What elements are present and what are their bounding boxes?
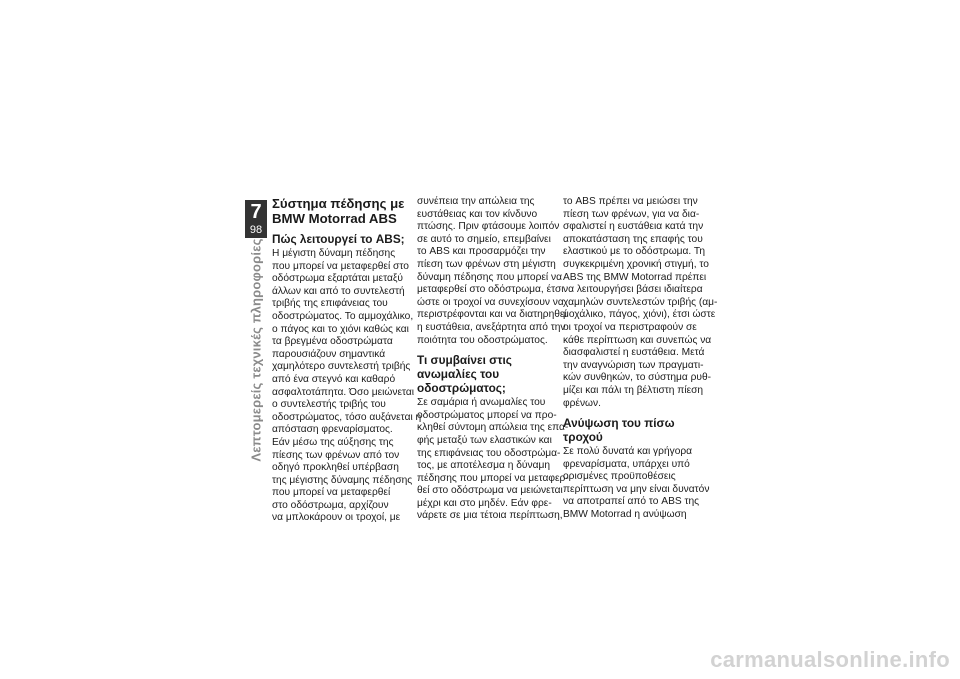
- text-line: φρένων.: [563, 397, 601, 409]
- text-line: ώστε οι τροχοί να συνεχίσουν να: [417, 296, 564, 308]
- page-number: 98: [249, 224, 263, 236]
- text-line: αποκατάσταση της επαφής του: [563, 233, 703, 245]
- text-line: πίεσης των φρένων από τον: [272, 449, 400, 461]
- text-line: μεταφερθεί στο οδόστρωμα, έτσι: [417, 284, 564, 296]
- text-line: Τι συμβαίνει στις: [417, 353, 512, 368]
- title-line: BMW Motorrad ABS: [272, 211, 397, 226]
- text-line: Ανύψωση του πίσω: [563, 416, 675, 431]
- text-line: ποιότητα του οδοστρώματος.: [417, 334, 548, 346]
- text-line: να αποτραπεί από το ABS της: [563, 496, 700, 508]
- text-line: οδηγό προκληθεί υπέρβαση: [272, 462, 399, 474]
- text-line: μοχάλικο, πάγος, χιόνι), έτσι ώστε: [563, 309, 716, 321]
- text-line: ασφαλτοτάπητα. Όσο μειώνεται: [272, 386, 415, 398]
- text-line: χαμηλών συντελεστών τριβής (αμ-: [563, 296, 718, 308]
- text-line: πτώσης. Πριν φτάσουμε λοιπόν: [417, 221, 560, 233]
- text-line: νάρετε σε μια τέτοια περίπτωση,: [417, 510, 563, 522]
- chapter-number: 7: [250, 201, 262, 223]
- text-line: που μπορεί να μεταφερθεί στο: [272, 260, 409, 272]
- text-line: στο οδόστρωμα, αρχίζουν: [272, 499, 389, 511]
- text-line: να μπλοκάρουν οι τροχοί, με: [272, 512, 401, 524]
- text-column-1: [272, 196, 422, 525]
- text-line: περιστρέφονται και να διατηρηθεί: [417, 309, 567, 321]
- text-line: Εάν μέσω της αύξησης της: [272, 436, 394, 448]
- text-line: ο πάγος και το χιόνι καθώς και: [272, 323, 409, 335]
- title-line: Σύστημα πέδησης με: [272, 196, 405, 211]
- text-line: συνέπεια την απώλεια της: [417, 196, 535, 207]
- text-line: παρουσιάζουν σημαντικά: [272, 348, 386, 360]
- text-line: τροχού: [563, 430, 603, 445]
- text-line: μίζει και πάλι τη βέλτιστη πίεση: [563, 384, 704, 396]
- text-line: σε αυτό το σημείο, επεμβαίνει: [417, 233, 551, 245]
- text-line: οι τροχοί να περιστραφούν σε: [563, 321, 697, 333]
- text-line: ο συντελεστής τριβής του: [272, 399, 386, 411]
- text-line: οδοστρώματος;: [417, 381, 506, 396]
- text-line: της επιφάνειας του οδοστρώμα-: [417, 447, 561, 459]
- text-line: το ABS και προσαρμόζει την: [417, 246, 546, 258]
- text-line: θεί στο οδόστρωμα να μειώνεται: [417, 485, 563, 497]
- text-line: Η μέγιστη δύναμη πέδησης: [272, 248, 396, 259]
- body-text: [563, 446, 709, 522]
- text-column-3: [563, 196, 718, 522]
- text-line: πέδησης που μπορεί να μεταφερ-: [417, 472, 569, 484]
- text-line: την αναγνώριση των πραγματι-: [563, 359, 704, 371]
- chapter-tab: [245, 200, 267, 238]
- text-line: τα βρεγμένα οδοστρώματα: [272, 336, 393, 348]
- text-line: να λειτουργήσει βάσει ιδιαίτερα: [563, 284, 703, 296]
- text-line: της μέγιστης δύναμης πέδησης: [272, 474, 413, 486]
- text-line: ορισμένες προϋποθέσεις: [563, 471, 676, 483]
- text-line: ανωμαλίες του: [417, 367, 500, 382]
- text-line: τος, με αποτέλεσμα η δύναμη: [417, 460, 550, 472]
- text-line: περίπτωση να μην είναι δυνατόν: [563, 483, 710, 495]
- text-line: πίεση των φρένων, για να δια-: [563, 208, 700, 220]
- body-text: [272, 248, 422, 525]
- text-line: κάθε περίπτωση και συνεπώς να: [563, 334, 712, 346]
- body-text: [563, 196, 718, 410]
- text-line: απόσταση φρεναρίσματος.: [272, 424, 393, 436]
- subheading-how-abs-works: Πώς λειτουργεί το ABS;: [272, 232, 405, 246]
- text-line: μέχρι και στο μηδέν. Εάν φρε-: [417, 497, 552, 509]
- text-line: το ABS πρέπει να μειώσει την: [563, 196, 698, 207]
- text-line: οδοστρώματος. Το αμμοχάλικο,: [272, 310, 414, 322]
- text-line: που μπορεί να μεταφερθεί: [272, 487, 391, 499]
- text-line: φρεναρίσματα, υπάρχει υπό: [563, 458, 690, 470]
- text-line: οδόστρωμα εξαρτάται μεταξύ: [272, 273, 403, 285]
- text-line: πίεση των φρένων στη μέγιστη: [417, 258, 556, 270]
- text-line: οδοστρώματος μπορεί να προ-: [417, 409, 557, 421]
- body-text: [417, 196, 567, 347]
- text-line: διασφαλιστεί η ευστάθεια. Μετά: [563, 347, 705, 359]
- watermark: carmanualsonline.info: [710, 647, 950, 672]
- text-line: Σε πολύ δυνατά και γρήγορα: [563, 446, 693, 458]
- text-line: η ευστάθεια, ανεξάρτητα από την: [417, 321, 566, 333]
- text-line: από ένα στεγνό και καθαρό: [272, 373, 396, 385]
- subheading-road-unevenness: [417, 353, 563, 395]
- text-line: BMW Motorrad η ανύψωση: [563, 509, 687, 521]
- chapter-side-label: Λεπτομερείς τεχνικές πληροφορίες: [248, 238, 264, 462]
- text-line: σφαλιστεί η ευστάθεια κατά την: [563, 221, 704, 233]
- text-line: φής μεταξύ των ελαστικών και: [417, 434, 552, 446]
- body-text: [417, 397, 569, 523]
- text-line: δύναμη πέδησης που μπορεί να: [417, 271, 562, 283]
- subheading-rear-wheel-lift: [563, 416, 709, 444]
- text-line: συγκεκριμένη χρονική στιγμή, το: [563, 258, 709, 270]
- text-line: κών συνθηκών, το σύστημα ρυθ-: [563, 372, 712, 384]
- text-line: κληθεί σύντομη απώλεια της επα-: [417, 422, 569, 434]
- text-line: άλλων και από το συντελεστή: [272, 285, 405, 297]
- text-line: χαμηλότερο συντελεστή τριβής: [272, 361, 411, 373]
- text-line: ευστάθειας και τον κίνδυνο: [417, 208, 538, 220]
- text-column-2: [417, 196, 569, 523]
- text-line: οδοστρώματος, τόσο αυξάνεται η: [272, 411, 422, 423]
- text-line: ελαστικού με το οδόστρωμα. Τη: [563, 246, 706, 258]
- text-line: τριβής της επιφάνειας του: [272, 298, 388, 310]
- text-line: ABS της BMW Motorrad πρέπει: [563, 271, 707, 283]
- section-title: [272, 196, 418, 226]
- text-line: Σε σαμάρια ή ανωμαλίες του: [417, 397, 546, 409]
